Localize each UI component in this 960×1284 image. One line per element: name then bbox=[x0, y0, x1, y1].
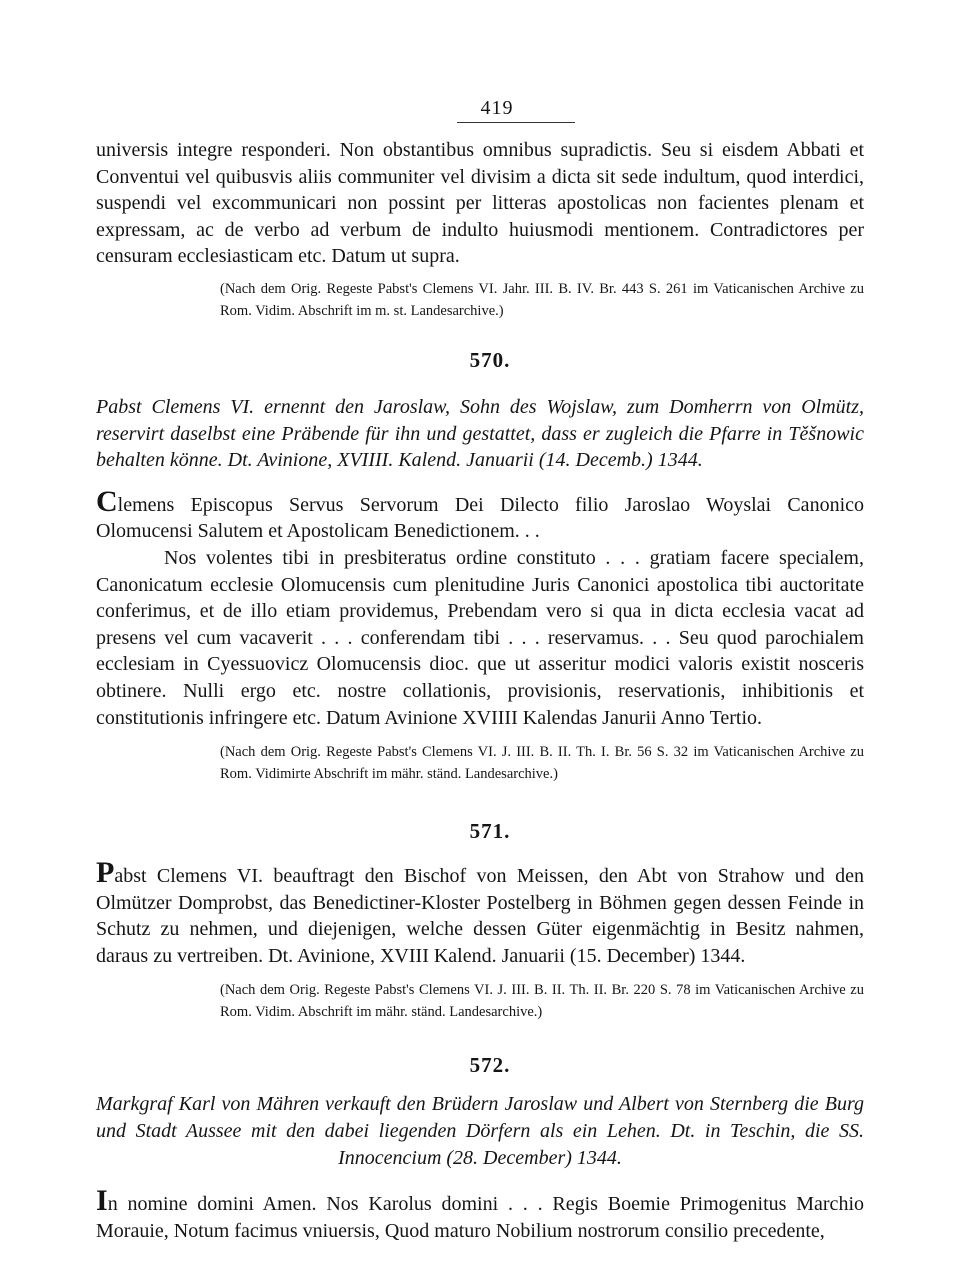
document-text bbox=[96, 484, 864, 545]
document-regest: Markgraf Karl von Mähren verkauft den Brüdern Jaroslaw und Albert von Sternberg die Burg und Stadt Aussee mit den dabei liegenden Dörfern als ein Lehen. Dt. in Teschin, die SS. Innocencium (28. December) 1344. bbox=[96, 1093, 864, 1169]
document-570 bbox=[96, 348, 864, 785]
document-regest: Pabst Clemens VI. ernennt den Jaroslaw, Sohn des Wojslaw, zum Domherrn von Olmütz, reservirt daselbst eine Präbende für ihn und gestattet, dass er zugleich die Pfarre in Těšnowic behalten könne. Dt. Avinione, XVIIII. Kalend. Januarii (14. Decemb.) 1344. bbox=[96, 395, 864, 472]
document-regest-text: abst Clemens VI. beauftragt den Bischof von Meissen, den Abt von Strahow und den Olmützer Domprobst, das Benedictiner-Kloster Postelberg in Böhmen gegen dessen Feinde in Schutz zu nehmen, und diejenigen, welche dessen Güter eigenmächtig in Besitz nahmen, daraus zu vertreiben. Dt. Avinione, XVIII Kalend. Januarii (15. December) 1344. bbox=[96, 865, 864, 967]
document-571 bbox=[96, 819, 864, 1023]
document-number: 571. bbox=[469, 819, 511, 844]
document-text-continued: Nos volentes tibi in presbiteratus ordine constituto . . . gratiam facere specialem, Canonicatum ecclesie Olomucensis cum plenitudine Juris Canonici apostolica tibi auctoritate conferimus, et de illo etiam providemus, Prebendam vero si qua in dicta ecclesia vacat ad presens vel cum vacaverit . . . conferendam tibi . . . reservamus. . . Seu quod parochialem ecclesiam in Cyessuovicz Olomucensis dioc. que ut asseritur modici valoris existit nosceris obtinere. Nulli ergo etc. nostre collationis, provisionis, reservationis, inhibitionis et constitutionis infringere etc. Datum Avinione XVIIII Kalendas Janurii Anno Tertio. bbox=[96, 546, 864, 729]
initial-letter: I bbox=[96, 1184, 108, 1218]
document-source-note: (Nach dem Orig. Regeste Pabst's Clemens VI. J. III. B. II. Th. I. Br. 56 S. 32 im Vaticanischen Archive zu Rom. Vidimirte Abschrift im mähr. ständ. Landesarchive.) bbox=[220, 744, 864, 783]
intro-source-note: (Nach dem Orig. Regeste Pabst's Clemens VI. Jahr. III. B. IV. Br. 443 S. 261 im Vaticanischen Archive zu Rom. Vidim. Abschrift im m. st. Landesarchive.) bbox=[220, 280, 864, 319]
page-number-rule bbox=[457, 122, 575, 123]
initial-letter: P bbox=[96, 856, 115, 890]
document-text-first: lemens Episcopus Servus Servorum Dei Dilecto filio Jaroslao Woyslai Canonico Olomucensi Salutem et Apostolicam Benedictionem. . . bbox=[96, 493, 864, 543]
document-source-note: (Nach dem Orig. Regeste Pabst's Clemens VI. J. III. B. II. Th. II. Br. 220 S. 78 im Vaticanischen Archive zu Rom. Vidim. Abschrift im mähr. ständ. Landesarchive.) bbox=[220, 982, 864, 1021]
initial-letter: C bbox=[96, 484, 118, 518]
document-text bbox=[96, 1184, 864, 1244]
document-regest bbox=[96, 856, 864, 969]
document-text-first: n nomine domini Amen. Nos Karolus domini . . . Regis Boemie Primogenitus Marchio Morauie, Notum facimus vniuersis, Quod maturo Nobilium nostrorum consilio precedente, bbox=[96, 1193, 864, 1242]
document-number: 570. bbox=[469, 347, 511, 372]
page-number: 419 bbox=[480, 97, 514, 119]
document-572 bbox=[96, 1053, 864, 1244]
intro-text: universis integre responderi. Non obstantibus omnibus supradictis. Seu si eisdem Abbati et Conventui vel quibusvis aliis communiter vel divisim a dicta sit sede indultum, quod interdici, suspendi vel excommunicari non possint per litteras apostolicas non facientes plenam et expressam, ac de verbo ad verbum de indulto huiusmodi mentionem. Contradictores per censuram ecclesiasticam etc. Datum ut supra. bbox=[96, 139, 864, 268]
document-number: 572. bbox=[469, 1053, 511, 1078]
page bbox=[96, 96, 864, 1244]
